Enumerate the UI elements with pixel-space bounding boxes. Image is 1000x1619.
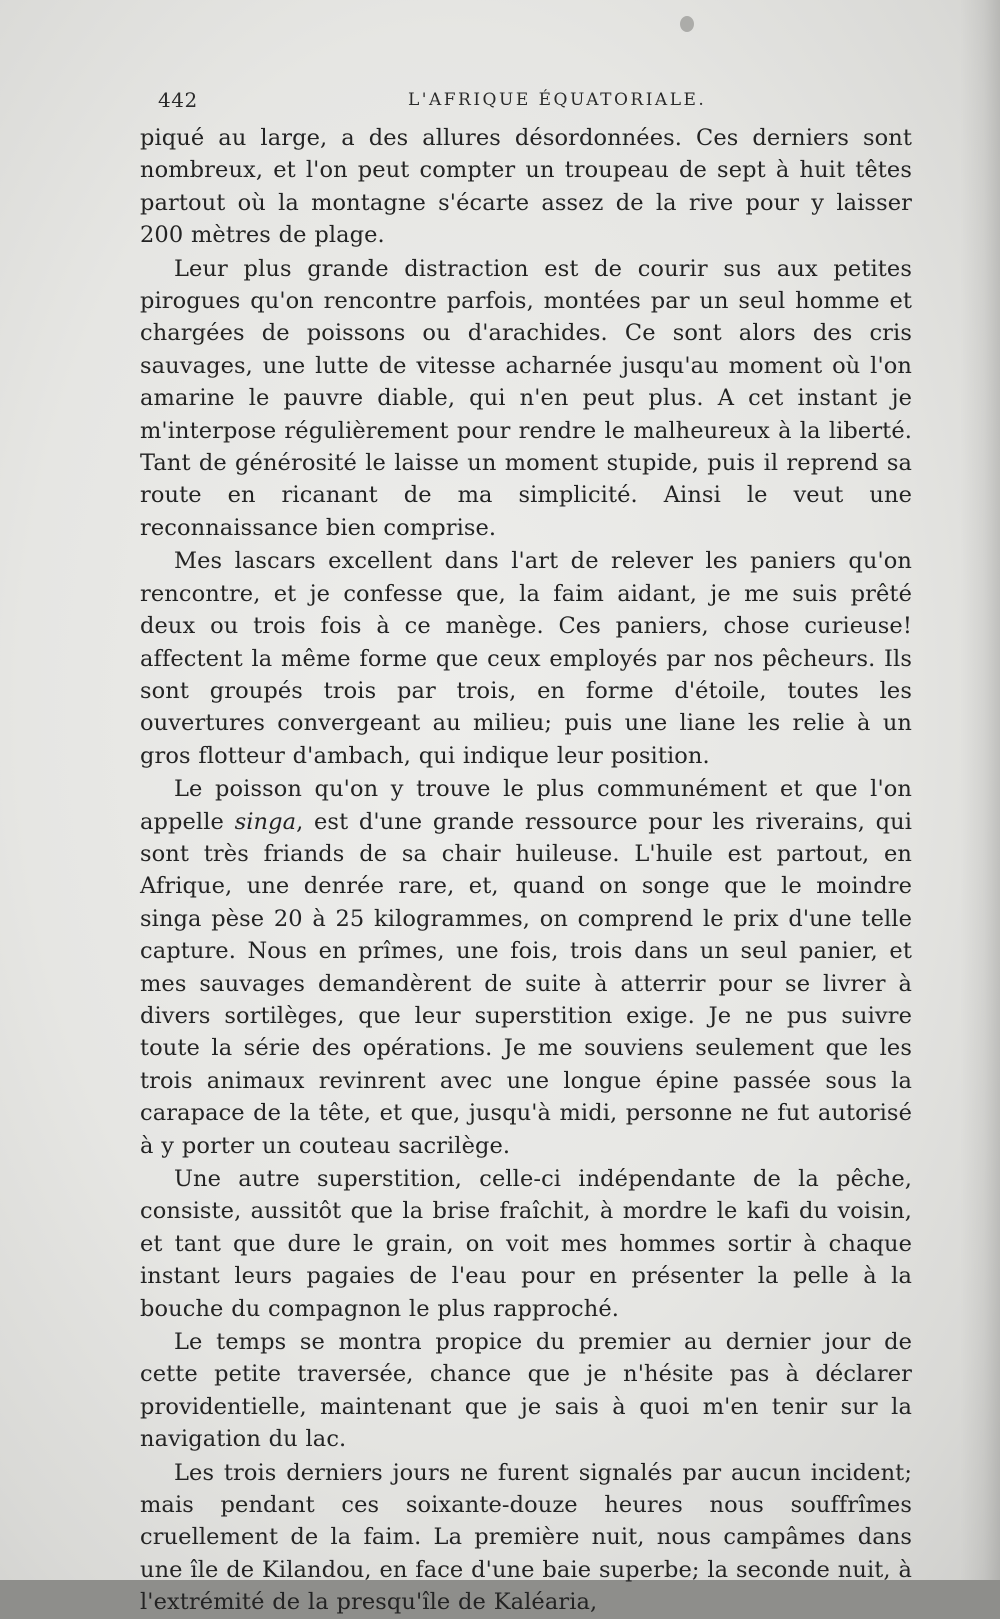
paragraph-4-rest: , est d'une grande ressource pour les riverains, qui sont très friands de sa chair huileuse. L'huile est partout, en Afrique, une denrée rare, et, quand on songe que le moindre singa pèse 20 à 25 kilogrammes, on comprend le prix d'une telle capture. Nous en prîmes, une fois, trois dans un seul panier, et mes sauvages demandèrent de suite à atterrir pour se livrer à divers sortilèges, que leur superstition exige. Je ne pus suivre toute la série des opérations. Je me souviens seulement que les trois animaux revinrent avec une longue épine passée sous la carapace de la tête, et que, jusqu'à midi, personne ne fut autorisé à y porter un couteau sacrilège.: [140, 808, 912, 1159]
paragraph-5: Une autre superstition, celle-ci indépendante de la pêche, consiste, aussitôt que la brise fraîchit, à mordre le kafi du voisin, et tant que dure le grain, on voit mes hommes sortir à chaque instant leurs pagaies de l'eau pour en présenter la pelle à la bouche du compagnon le plus rapproché.: [140, 1166, 912, 1322]
ink-spot: [680, 16, 694, 32]
body-text: [140, 122, 912, 1619]
paragraph-7: Les trois derniers jours ne furent signalés par aucun incident; mais pendant ces soixante-douze heures nous souffrîmes cruellement de la faim. La première nuit, nous campâmes dans une île de Kilandou, en face d'une baie superbe; la seconde nuit, à l'extrémité de la presqu'île de Kaléaria,: [140, 1459, 912, 1616]
paragraph-2: Leur plus grande distraction est de courir sus aux petites pirogues qu'on rencontre parfois, montées par un seul homme et chargées de poissons ou d'arachides. Ce sont alors des cris sauvages, une lutte de vitesse acharnée jusqu'au moment où l'on amarine le pauvre diable, qui n'en peut plus. A cet instant je m'interpose régulièrement pour rendre le malheureux à la liberté. Tant de générosité le laisse un moment stupide, puis il reprend sa route en ricanant de ma simplicité. Ainsi le veut une reconnaissance bien comprise.: [140, 255, 912, 541]
paragraph-4: [140, 773, 912, 1162]
paragraph-3: Mes lascars excellent dans l'art de relever les paniers qu'on rencontre, et je confesse que, la faim aidant, je me suis prêté deux ou trois fois à ce manège. Ces paniers, chose curieuse! affectent la même forme que ceux employés par nos pêcheurs. Ils sont groupés trois par trois, en forme d'étoile, toutes les ouvertures convergeant au milieu; puis une liane les relie à un gros flotteur d'ambach, qui indique leur position.: [140, 548, 912, 769]
running-title: L'AFRIQUE ÉQUATORIALE.: [408, 90, 707, 110]
paragraph-6: Le temps se montra propice du premier au dernier jour de cette petite traversée, chance que je n'hésite pas à déclarer providentielle, maintenant que je sais à quoi m'en tenir sur la navigation du lac.: [140, 1329, 912, 1453]
page-number: 442: [158, 88, 198, 112]
fish-name-singa: singa: [234, 808, 297, 835]
paragraph-1: piqué au large, a des allures désordonnées. Ces derniers sont nombreux, et l'on peut compter un troupeau de sept à huit têtes partout où la montagne s'écarte assez de la rive pour y laisser 200 mètres de plage.: [140, 125, 912, 249]
paragraph-4-start: Le poisson qu'on y trouve le plus communément et que l'on appelle: [140, 776, 912, 835]
running-head: [158, 88, 908, 118]
